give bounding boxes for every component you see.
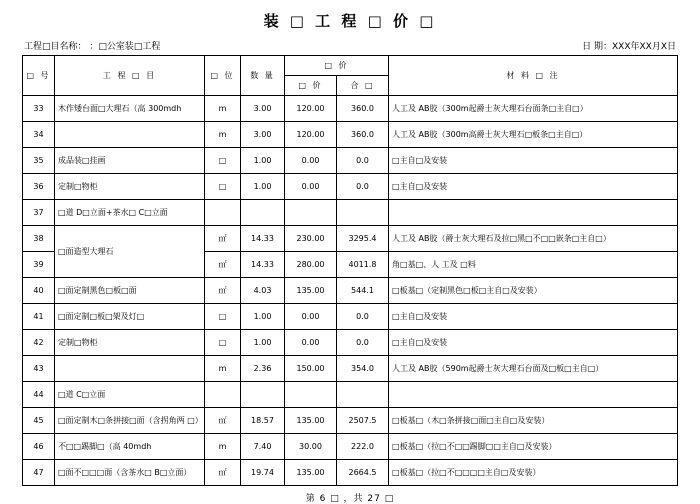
cell-price (285, 200, 337, 226)
cell-no: 36 (23, 174, 55, 200)
cell-qty: 3.00 (241, 96, 285, 122)
cell-qty: 3.00 (241, 122, 285, 148)
cell-remark: 人工及 AB胶（590m起爵士灰大理石台面及□板□主自□） (389, 356, 678, 382)
table-row (23, 330, 678, 356)
cell-remark: □主自□及安装 (389, 330, 678, 356)
cell-name: 不□□踢脚□（高 40mdh (55, 434, 205, 460)
table-row (23, 356, 678, 382)
table-row (23, 434, 678, 460)
cell-qty: 19.74 (241, 460, 285, 486)
cell-amount: 544.1 (337, 278, 389, 304)
cell-name (55, 356, 205, 382)
cell-unit: m (205, 122, 241, 148)
cell-no: 39 (23, 252, 55, 278)
cell-amount: 360.0 (337, 122, 389, 148)
header-name: 工 程 □ 目 (55, 56, 205, 96)
table-row (23, 96, 678, 122)
cell-name: 定制□物柜 (55, 174, 205, 200)
cell-remark: □主自□及安装 (389, 174, 678, 200)
table-row (23, 226, 678, 252)
cell-no: 34 (23, 122, 55, 148)
cell-qty: 1.00 (241, 304, 285, 330)
cell-name: □面定制□板□架及灯□ (55, 304, 205, 330)
cell-qty: 1.00 (241, 174, 285, 200)
cell-no: 46 (23, 434, 55, 460)
cell-qty: 2.36 (241, 356, 285, 382)
cell-price: 0.00 (285, 174, 337, 200)
cell-remark: □板基□（拉□不□□踢脚□□主自□及安装） (389, 434, 678, 460)
cell-price: 0.00 (285, 330, 337, 356)
cell-name: 定制□物柜 (55, 330, 205, 356)
table-row (23, 382, 678, 408)
cell-no: 33 (23, 96, 55, 122)
cell-no: 41 (23, 304, 55, 330)
table-row (23, 200, 678, 226)
cell-unit: ㎡ (205, 278, 241, 304)
cell-no: 47 (23, 460, 55, 486)
header-unit-price: □ 价 (285, 76, 337, 96)
cell-amount: 354.0 (337, 356, 389, 382)
cell-no: 43 (23, 356, 55, 382)
cell-qty (241, 382, 285, 408)
cell-remark: □主自□及安装 (389, 304, 678, 330)
cell-qty: 18.57 (241, 408, 285, 434)
cell-unit: m (205, 356, 241, 382)
project-name-label: 工程□目名称： ：□公室装□工程 (24, 42, 161, 52)
cell-unit: □ (205, 148, 241, 174)
cell-no: 38 (23, 226, 55, 252)
table-row (23, 278, 678, 304)
cell-qty: 14.33 (241, 226, 285, 252)
cell-name: □道 D□立面+茶水□ C□立面 (55, 200, 205, 226)
header-amount: 合 □ (337, 76, 389, 96)
document-meta (22, 39, 678, 55)
cell-amount (337, 200, 389, 226)
cell-no: 42 (23, 330, 55, 356)
cell-price: 135.00 (285, 278, 337, 304)
cell-amount: 2507.5 (337, 408, 389, 434)
cell-amount: 360.0 (337, 96, 389, 122)
cell-name (55, 122, 205, 148)
table-body (23, 96, 678, 486)
cell-remark: 角□基□、人 工及 □料 (389, 252, 678, 278)
cell-unit (205, 382, 241, 408)
cell-qty: 1.00 (241, 330, 285, 356)
cell-name: □面定制黑色□板□面 (55, 278, 205, 304)
header-price-group: □ 价 (285, 56, 389, 76)
table-row (23, 148, 678, 174)
table-header (23, 56, 678, 96)
cell-name: □面不□□□面（含茶水□ B□立面） (55, 460, 205, 486)
cell-qty: 1.00 (241, 148, 285, 174)
cell-amount: 0.0 (337, 304, 389, 330)
cell-price: 120.00 (285, 122, 337, 148)
cell-no: 40 (23, 278, 55, 304)
quotation-table (22, 55, 678, 486)
page-footer: 第 6 □ ，共 27 □ (305, 494, 395, 504)
table-row (23, 304, 678, 330)
cell-amount: 4011.8 (337, 252, 389, 278)
cell-no: 44 (23, 382, 55, 408)
cell-unit: ㎡ (205, 252, 241, 278)
cell-name: □面造型大理石 (55, 226, 205, 278)
cell-amount (337, 382, 389, 408)
cell-price: 120.00 (285, 96, 337, 122)
cell-unit: □ (205, 330, 241, 356)
header-remark: 材 料 □ 注 (389, 56, 678, 96)
table-row (23, 122, 678, 148)
header-unit: □ 位 (205, 56, 241, 96)
cell-price: 135.00 (285, 460, 337, 486)
cell-unit: ㎡ (205, 460, 241, 486)
cell-name: □道 C□立面 (55, 382, 205, 408)
cell-remark (389, 382, 678, 408)
cell-remark (389, 200, 678, 226)
table-row (23, 174, 678, 200)
cell-unit: m (205, 96, 241, 122)
cell-qty: 4.03 (241, 278, 285, 304)
cell-name: □面定制木□条拼接□面（含拐角两 □） (55, 408, 205, 434)
cell-qty (241, 200, 285, 226)
cell-no: 45 (23, 408, 55, 434)
cell-unit: □ (205, 174, 241, 200)
cell-price: 230.00 (285, 226, 337, 252)
cell-name: 成品装□挂画 (55, 148, 205, 174)
cell-price (285, 382, 337, 408)
cell-unit: ㎡ (205, 226, 241, 252)
table-row (23, 460, 678, 486)
cell-amount: 3295.4 (337, 226, 389, 252)
cell-price: 0.00 (285, 304, 337, 330)
header-no: □ 号 (23, 56, 55, 96)
cell-remark: 人工及 AB胶（300m起爵士灰大理石台面条□主自□） (389, 96, 678, 122)
cell-unit (205, 200, 241, 226)
table-header-row-1 (23, 56, 678, 76)
cell-qty: 7.40 (241, 434, 285, 460)
cell-remark: □主自□及安装 (389, 148, 678, 174)
cell-no: 35 (23, 148, 55, 174)
cell-price: 30.00 (285, 434, 337, 460)
cell-remark: 人工及 AB胶（爵士灰大理石及拉□黑□不□□嵌条□主自□） (389, 226, 678, 252)
page-title: 装 □ 工 程 □ 价 □ (263, 12, 437, 30)
cell-price: 0.00 (285, 148, 337, 174)
cell-unit: □ (205, 304, 241, 330)
cell-no: 37 (23, 200, 55, 226)
cell-amount: 222.0 (337, 434, 389, 460)
cell-remark: □板基□（木□条拼接□面□主自□及安装） (389, 408, 678, 434)
date-label: 日 期：XXX年XX月X日 (582, 42, 676, 52)
cell-price: 135.00 (285, 408, 337, 434)
cell-price: 150.00 (285, 356, 337, 382)
cell-amount: 0.0 (337, 148, 389, 174)
cell-remark: □板基□（定制黑色□板□主自□及安装） (389, 278, 678, 304)
cell-qty: 14.33 (241, 252, 285, 278)
cell-remark: 人工及 AB胶（300m高爵士灰大理石□板条□主自□） (389, 122, 678, 148)
cell-remark: □板基□（拉□不□□□□主自□及安装） (389, 460, 678, 486)
cell-unit: m (205, 434, 241, 460)
cell-amount: 0.0 (337, 174, 389, 200)
cell-price: 280.00 (285, 252, 337, 278)
table-row (23, 408, 678, 434)
cell-amount: 2664.5 (337, 460, 389, 486)
cell-name: 木作矮台面□大理石（高 300mdh (55, 96, 205, 122)
cell-amount: 0.0 (337, 330, 389, 356)
header-qty: 数 量 (241, 56, 285, 96)
cell-unit: ㎡ (205, 408, 241, 434)
